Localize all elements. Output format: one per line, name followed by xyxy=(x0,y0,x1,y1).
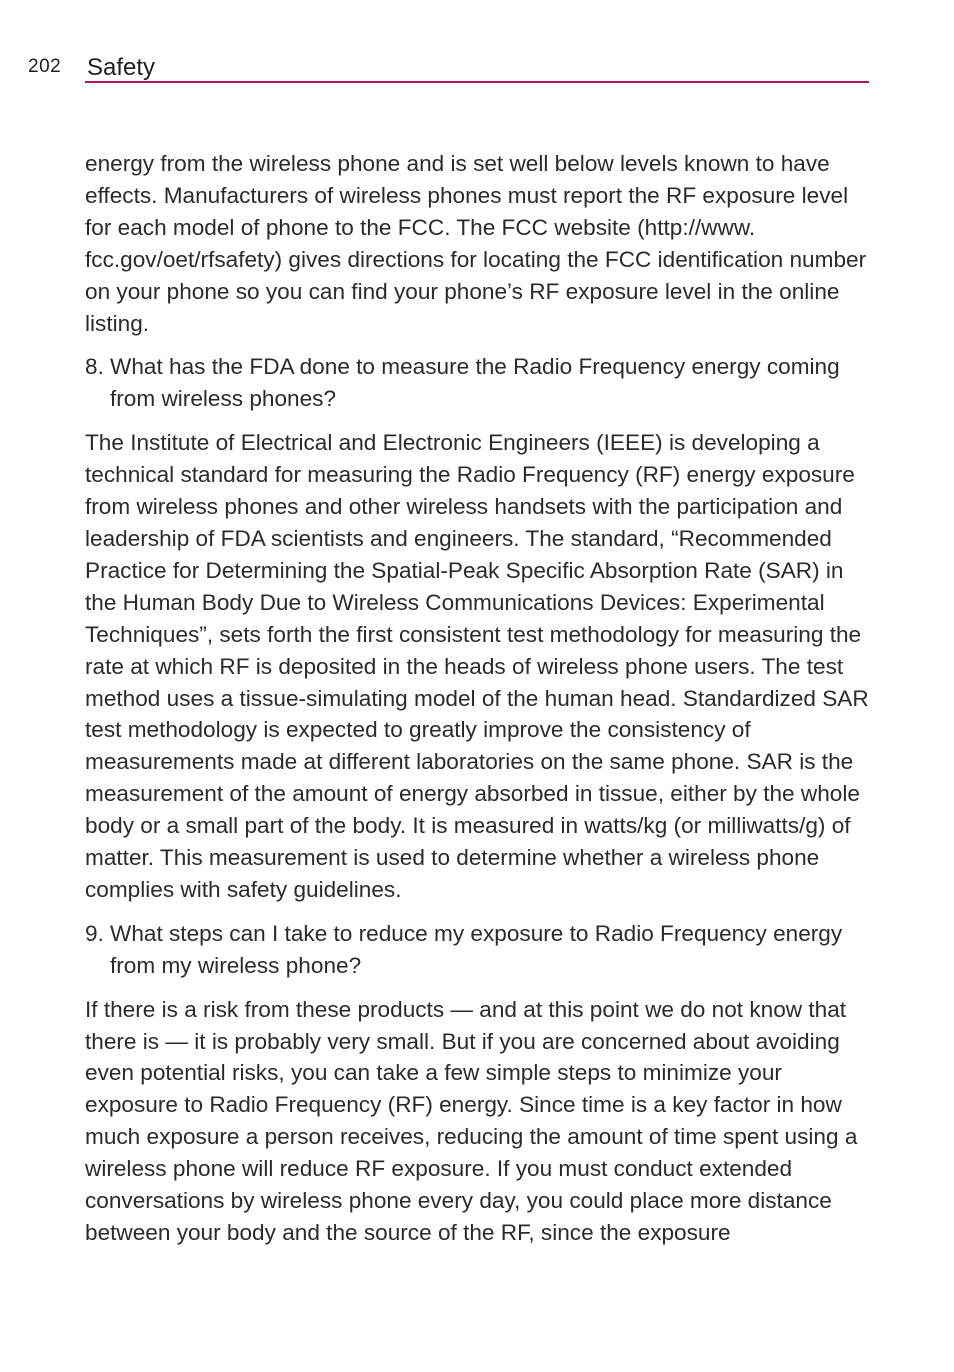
answer-8-paragraph: The Institute of Electrical and Electronic Engineers (IEEE) is developing a technical standard for measuring the Radio Frequency (RF) energy exposure from wireless phones and other wireless handsets with the participation and leadership of FDA scientists and engineers. The standard, “Recommended Practice for Determining the Spatial-Peak Specific Absorption Rate (SAR) in the Human Body Due to Wireless Communications Devices: Experimental Techniques”, sets forth the first consistent test methodology for measuring the rate at which RF is deposited in the heads of wireless phone users. The test method uses a tissue-simulating model of the human head. Standardized SAR test methodology is expected to greatly improve the consistency of measurements made at different laboratories on the same phone. SAR is the measurement of the amount of energy absorbed in tissue, either by the whole body or a small part of the body. It is measured in watts/kg (or milliwatts/g) of matter. This measurement is used to determine whether a wireless phone complies with safety guidelines. xyxy=(85,430,869,902)
section-title: Safety xyxy=(87,54,156,81)
intro-paragraph: energy from the wireless phone and is set well below levels known to have effects. Manufacturers of wireless phones must report the RF exposure level for each model of phone to the FCC. The FCC website (http://www. fcc.gov/oet/rfsafety) gives directions for locating the FCC identification number on your phone so you can find your phone’s RF exposure level in the online listing. xyxy=(85,151,867,336)
question-8 xyxy=(85,351,875,415)
question-number: 9. xyxy=(85,920,104,946)
question-text: What steps can I take to reduce my exposure to Radio Frequency energy from my wireless phone? xyxy=(110,920,843,978)
page-number: 202 xyxy=(28,56,62,77)
answer-9-paragraph: If there is a risk from these products — and at this point we do not know that there is — it is probably very small. But if you are concerned about avoiding even potential risks, you can take a few simple steps to minimize your exposure to Radio Frequency (RF) energy. Since time is a key factor in how much exposure a person receives, reducing the amount of time spent using a wireless phone will reduce RF exposure. If you must conduct extended conversations by wireless phone every day, you could place more distance between your body and the source of the RF, since the exposure xyxy=(85,996,858,1245)
question-number: 8. xyxy=(85,354,104,380)
question-text: What has the FDA done to measure the Radio Frequency energy coming from wireless phones? xyxy=(110,354,840,412)
page-content xyxy=(85,148,875,1261)
header-divider xyxy=(85,81,869,83)
question-9 xyxy=(85,918,875,982)
